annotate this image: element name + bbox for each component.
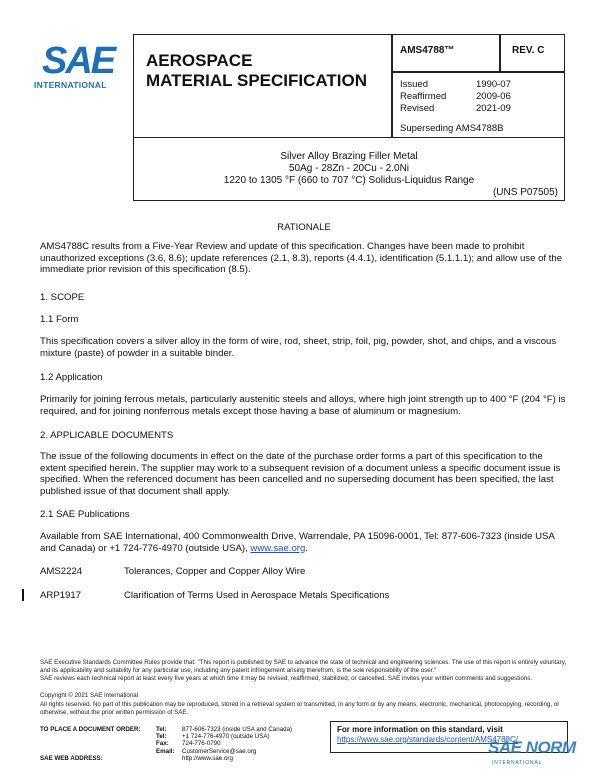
section-2-1-heading: 2.1 SAE Publications (40, 509, 130, 520)
web-link[interactable]: http://www.sae.org (182, 754, 233, 762)
section-1-1-heading: 1.1 Form (40, 314, 79, 325)
section-1-heading: 1. SCOPE (40, 292, 85, 303)
section-2-1-text: Available from SAE International, 400 Commonwealth Drive, Warrendale, PA 15096-0001, Tel: 877-606-7323 (inside USA and Canada) or +1 724-776-4970 (outside USA), www.sae.org. (40, 531, 555, 554)
order-contact: TO PLACE A DOCUMENT ORDER: Tel: 877-606-7323 (inside USA and Canada) Tel: +1 724-776-4970 (outside USA) Fax: 724-776-0790 Email: CustomerService@sae.org SAE WEB ADDRESS: http://www.sae.org (40, 726, 293, 762)
spec-range: 1220 to 1305 °F (660 to 707 °C) Solidus-Liquidus Range (223, 175, 475, 186)
date-list (400, 79, 511, 115)
reference-row (40, 590, 568, 602)
revision-label: REV. C (512, 45, 545, 56)
spec-type-title: AEROSPACE MATERIAL SPECIFICATION (146, 51, 367, 90)
watermark-logo: SAE NORM INTERNATIONAL (488, 738, 576, 766)
footer-copyright: Copyright © 2021 SAE International (40, 692, 139, 699)
reference-table (40, 566, 568, 601)
standard-url-link[interactable]: https://www.sae.org/standards/content/AMS4788C/ (337, 735, 518, 744)
footer-review-note: SAE reviews each technical report at least every five years at which time it may be revised, reaffirmed, stabilized, or cancelled. SAE invites your written comments and suggestions. (40, 675, 533, 682)
reference-row (40, 566, 568, 578)
footer-rights: All rights reserved. No part of this publication may be reproduced, stored in a retrieval system or transmitted, in any form or by any means, electronic, mechanical, photocopying, recording, or otherwise, without the prior written permission of SAE. (40, 701, 560, 716)
rationale-heading: RATIONALE (277, 222, 331, 233)
spec-title: Silver Alloy Brazing Filler Metal (280, 151, 418, 162)
rationale-text: AMS4788C results from a Five-Year Review and update of this specification. Changes have been made to prohibit unauthorized exceptions (3.6, 8.6); update references (2.1, 8.3), reports (4.4.1), identification (5.1.1.1); and allow use of the immediate prior revision of this specification (8.5). (40, 241, 563, 276)
logo-text: SAE (42, 40, 115, 82)
revision-bar (22, 589, 24, 601)
spec-composition: 50Ag - 28Zn - 20Cu - 2.0Ni (288, 163, 410, 174)
spec-title-box (133, 137, 565, 201)
footer-disclaimer: SAE Executive Standards Committee Rules provide that: "This report is published by SAE to advance the state of technical and engineering sciences. The use of this report is entirely voluntary, and its applicability and suitability for any particular use, including any patent infringement arising therefrom, is the sole responsibility of the user." (40, 659, 567, 674)
reference-title: Clarification of Terms Used in Aerospace Metals Specifications (124, 589, 390, 601)
reference-id: ARP1917 (40, 589, 82, 601)
section-1-2-heading: 1.2 Application (40, 372, 103, 383)
section-1-1-text: This specification covers a silver alloy in the form of wire, rod, sheet, strip, foil, pig, powder, shot, and chips, and a viscous mixture (paste) of powder in a suitable binder. (40, 336, 557, 359)
sae-logo (34, 40, 126, 100)
sae-website-link[interactable]: www.sae.org (250, 542, 306, 554)
uns-number: (UNS P07505) (492, 187, 558, 198)
date-row-revised: Revised 2021-09 (400, 103, 511, 114)
section-1-2-text: Primarily for joining ferrous metals, particularly austenitic steels and alloys, where high joint strength up to 400 °F (204 °F) is required, and for joining nonferrous metals except those having a base of aluminum or magnesium. (40, 394, 566, 417)
logo-subtext: INTERNATIONAL (34, 80, 107, 90)
reference-title: Tolerances, Copper and Copper Alloy Wire (124, 566, 306, 577)
date-row-reaffirmed: Reaffirmed 2009-06 (400, 91, 511, 102)
superseding-note: Superseding AMS4788B (400, 123, 504, 134)
reference-id: AMS2224 (40, 566, 83, 577)
date-row-issued: Issued 1990-07 (400, 79, 511, 90)
section-2-text: The issue of the following documents in effect on the date of the purchase order forms a part of this specification to the extent specified herein. The supplier may work to a subsequent revision of a document unless a specific document issue is specified. When the referenced document has been cancelled and no superseding document has been specified, the last published issue of that document shall apply. (40, 451, 561, 497)
section-2-heading: 2. APPLICABLE DOCUMENTS (40, 430, 174, 441)
spec-header (133, 34, 565, 138)
email-link[interactable]: CustomerService@sae.org (182, 747, 257, 755)
doc-number: AMS4788™ (400, 45, 455, 56)
more-info-box: For more information on this standard, visit https://www.sae.org/standards/content/AMS4788C/ (330, 721, 568, 753)
